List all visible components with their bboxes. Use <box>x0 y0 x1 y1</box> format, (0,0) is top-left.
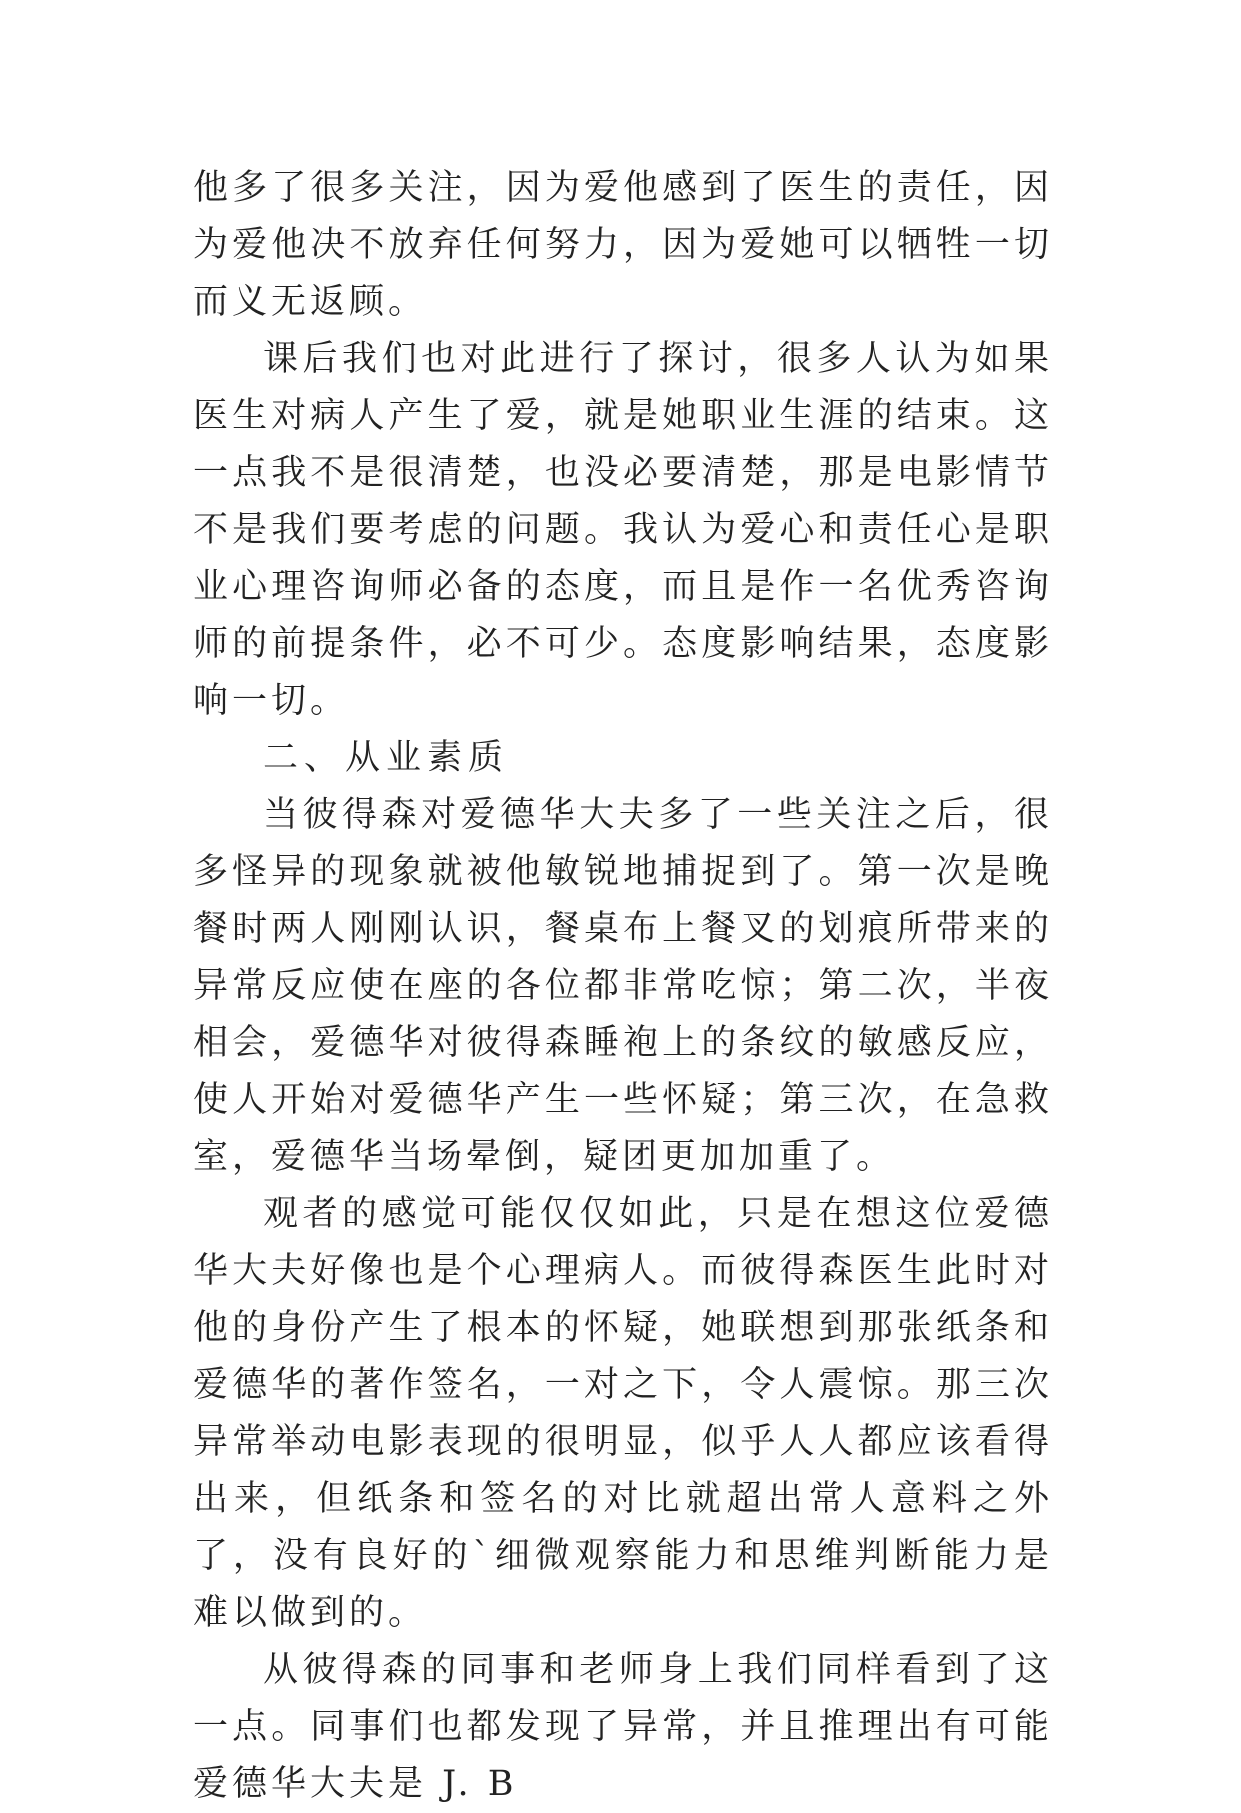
paragraph-discussion: 课后我们也对此进行了探讨，很多人认为如果医生对病人产生了爱，就是她职业生涯的结束。这一点我不是很清楚，也没必要清楚，那是电影情节不是我们要考虑的问题。我认为爱心和责任心是职业心理咨询师必备的态度，而且是作一名优秀咨询师的前提条件，必不可少。态度影响结果，态度影响一切。 <box>193 339 1053 721</box>
paragraph-continuation: 他多了很多关注，因为爱他感到了医生的责任，因为爱他决不放弃任何努力，因为爱她可以牺牲一切而义无返顾。 <box>193 168 1053 322</box>
document-body <box>193 160 1053 1813</box>
paragraph-viewer-perception: 观者的感觉可能仅仅如此，只是在想这位爱德华大夫好像也是个心理病人。而彼得森医生此时对他的身份产生了根本的怀疑，她联想到那张纸条和爱德华的著作签名，一对之下，令人震惊。那三次异常举动电影表现的很明显，似乎人人都应该看得出来，但纸条和签名的对比就超出常人意料之外了，没有良好的`细微观察能力和思维判断能力是难以做到的。 <box>193 1194 1053 1633</box>
section-heading: 二、从业素质 <box>263 738 510 778</box>
paragraph-colleagues: 从彼得森的同事和老师身上我们同样看到了这一点。同事们也都发现了异常，并且推理出有可能爱德华大夫是 J. B <box>193 1650 1053 1804</box>
paragraph-observation: 当彼得森对爱德华大夫多了一些关注之后，很多怪异的现象就被他敏锐地捕捉到了。第一次是晚餐时两人刚刚认识，餐桌布上餐叉的划痕所带来的异常反应使在座的各位都非常吃惊；第二次，半夜相会，爱德华对彼得森睡袍上的条纹的敏感反应，使人开始对爱德华产生一些怀疑；第三次，在急救室，爱德华当场晕倒，疑团更加加重了。 <box>193 795 1053 1177</box>
